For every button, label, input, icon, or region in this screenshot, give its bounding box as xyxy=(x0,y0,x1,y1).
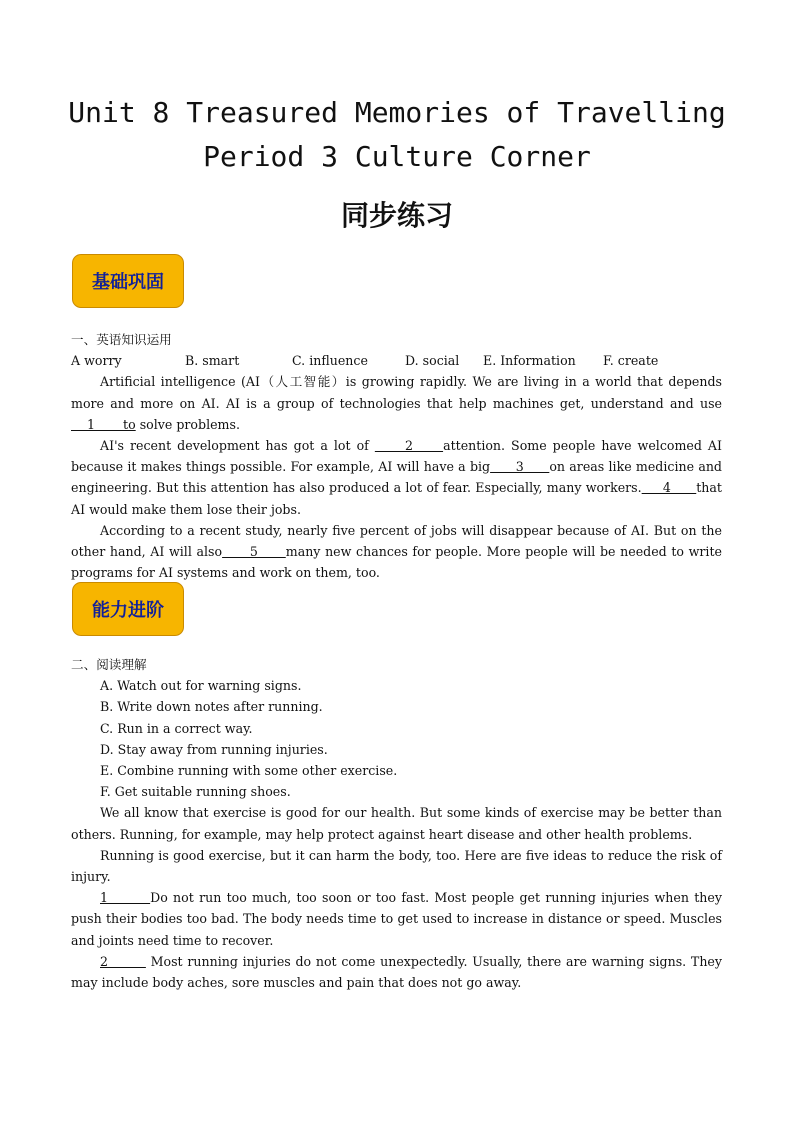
option-a: A worry xyxy=(71,353,122,369)
section-1-heading: 一、英语知识运用 xyxy=(71,332,172,347)
reading-blank-1: 1 xyxy=(100,890,151,906)
reading-option-a: A. Watch out for warning signs. xyxy=(100,678,302,694)
blank-2: 2 xyxy=(374,438,444,454)
reading-paragraph-2: Running is good exercise, but it can harm the body, too. Here are five ideas to reduce the risk of injury. xyxy=(71,847,722,885)
reading-paragraph-1: We all know that exercise is good for our health. But some kinds of exercise may be better than others. Running, for example, may help protect against heart disease and other health problems. xyxy=(71,805,722,842)
option-c: C. influence xyxy=(292,353,368,369)
title-line-2: Period 3 Culture Corner xyxy=(203,140,591,173)
paragraph-3: According to a recent study, nearly five percent of jobs will disappear because of AI. But on the other hand, AI will also 5 many new chances for people. More people will be needed to write programs for AI systems and work on them, too. xyxy=(71,522,722,581)
blank-1: 1 to xyxy=(71,416,136,432)
reading-option-e: E. Combine running with some other exercise. xyxy=(100,763,398,779)
paragraph-2: AI's recent development has got a lot of 2 attention. Some people have welcomed AI because it makes things possible. For example, AI will have a big 3 on areas like medicine and engineering. But this attention has also produced a lot of fear. Especially, many workers. 4 that AI would make them lose their jobs. xyxy=(71,438,722,517)
blank-4: 4 xyxy=(641,480,697,496)
blank-3: 3 xyxy=(490,459,550,475)
word-options xyxy=(71,350,722,371)
reading-option-b: B. Write down notes after running. xyxy=(100,699,323,715)
title-line-1: Unit 8 Treasured Memories of Travelling xyxy=(68,96,726,129)
section-badge-advanced: 能力进阶 xyxy=(72,582,184,636)
section-1 xyxy=(71,329,722,583)
paragraph-1: Artificial intelligence (AI（人工智能）is growing rapidly. We are living in a world that depends more and more on AI. AI is a group of technologies that help machines get, understand and use 1 to solve problems. xyxy=(71,374,722,432)
reading-option-f: F. Get suitable running shoes. xyxy=(100,784,291,800)
blank-5: 5 xyxy=(222,544,286,560)
section-badge-basic: 基础巩固 xyxy=(72,254,184,308)
section-2 xyxy=(71,654,722,993)
reading-paragraph-3: 1 Do not run too much, too soon or too fast. Most people get running injuries when they push their bodies too bad. The body needs time to get used to increase in distance or speed. Muscles and joints need time to recover. xyxy=(71,890,722,948)
reading-blank-2: 2 xyxy=(100,953,146,969)
reading-paragraph-4: 2 Most running injuries do not come unexpectedly. Usually, there are warning signs. They may include body aches, sore muscles and pain that does not go away. xyxy=(71,953,722,991)
option-b: B. smart xyxy=(185,353,240,369)
option-e: E. Information xyxy=(483,353,576,369)
reading-option-c: C. Run in a correct way. xyxy=(100,720,253,736)
section-2-heading: 二、阅读理解 xyxy=(71,657,147,672)
page-subtitle: 同步练习 xyxy=(340,199,453,232)
option-f: F. create xyxy=(603,353,659,369)
reading-option-d: D. Stay away from running injuries. xyxy=(100,741,328,757)
option-d: D. social xyxy=(405,353,460,369)
